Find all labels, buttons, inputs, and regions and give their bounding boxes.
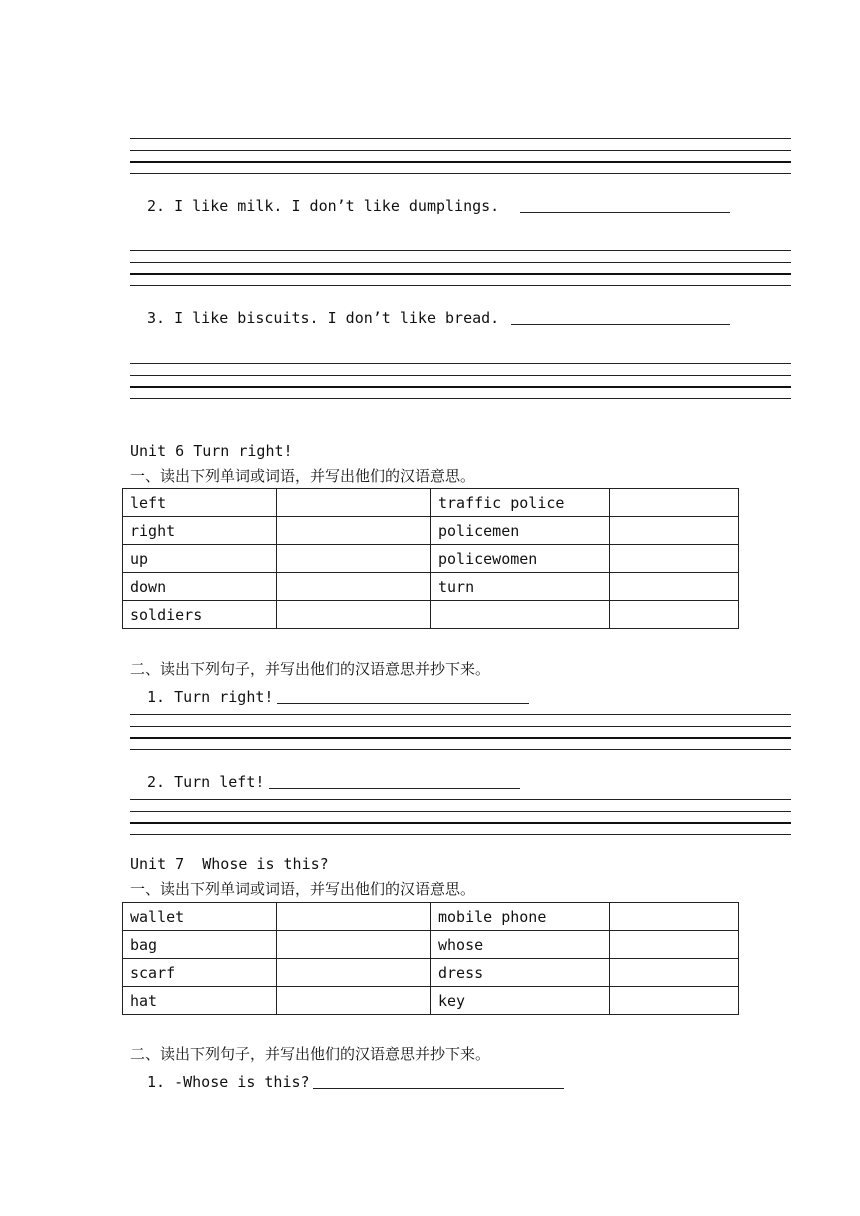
vocab-word: left [123,489,277,517]
writing-lines [130,138,791,174]
unit-title: Unit 6 Turn right! [130,442,293,460]
section-instruction: 一、读出下列单词或词语，并写出他们的汉语意思。 [130,467,476,485]
vocab-word [431,601,610,629]
table-row [123,573,739,601]
vocab-table [122,902,739,1015]
meaning-cell[interactable] [277,573,431,601]
vocab-table [122,488,739,629]
table-row [123,959,739,987]
vocab-word: traffic police [431,489,610,517]
meaning-cell[interactable] [277,601,431,629]
vocab-word: key [431,987,610,1015]
answer-blank[interactable] [277,703,529,704]
table-row [123,601,739,629]
vocab-word: bag [123,931,277,959]
table-row [123,987,739,1015]
answer-blank[interactable] [313,1088,564,1089]
sentence-item: 2. I like milk. I don’t like dumplings. [147,197,500,215]
table-row [123,517,739,545]
vocab-word: down [123,573,277,601]
meaning-cell[interactable] [610,959,739,987]
meaning-cell[interactable] [610,903,739,931]
meaning-cell[interactable] [277,545,431,573]
sentence-item: 2. Turn left! [147,773,265,791]
meaning-cell[interactable] [277,489,431,517]
meaning-cell[interactable] [610,545,739,573]
meaning-cell[interactable] [610,987,739,1015]
meaning-cell[interactable] [610,573,739,601]
meaning-cell[interactable] [277,959,431,987]
writing-lines [130,799,791,835]
vocab-word: turn [431,573,610,601]
section-instruction: 二、读出下列句子，并写出他们的汉语意思并抄下来。 [130,660,491,678]
writing-lines [130,363,791,399]
vocab-word: dress [431,959,610,987]
meaning-cell[interactable] [277,903,431,931]
table-row [123,545,739,573]
meaning-cell[interactable] [277,987,431,1015]
section-instruction: 一、读出下列单词或词语，并写出他们的汉语意思。 [130,880,476,898]
meaning-cell[interactable] [277,931,431,959]
table-row [123,931,739,959]
unit-title: Unit 7 Whose is this? [130,855,329,873]
vocab-word: wallet [123,903,277,931]
vocab-word: whose [431,931,610,959]
sentence-item: 1. Turn right! [147,688,274,706]
meaning-cell[interactable] [610,601,739,629]
meaning-cell[interactable] [610,517,739,545]
vocab-word: right [123,517,277,545]
table-row [123,489,739,517]
answer-blank[interactable] [269,788,520,789]
sentence-item: 1. -Whose is this? [147,1073,310,1091]
vocab-word: scarf [123,959,277,987]
writing-lines [130,250,791,286]
vocab-word: hat [123,987,277,1015]
sentence-item: 3. I like biscuits. I don’t like bread. [147,309,500,327]
vocab-word: policemen [431,517,610,545]
writing-lines [130,714,791,750]
vocab-word: mobile phone [431,903,610,931]
meaning-cell[interactable] [277,517,431,545]
vocab-word: soldiers [123,601,277,629]
section-instruction: 二、读出下列句子，并写出他们的汉语意思并抄下来。 [130,1045,491,1063]
vocab-word: up [123,545,277,573]
answer-blank[interactable] [520,212,730,213]
answer-blank[interactable] [511,324,730,325]
vocab-word: policewomen [431,545,610,573]
meaning-cell[interactable] [610,489,739,517]
table-row [123,903,739,931]
meaning-cell[interactable] [610,931,739,959]
